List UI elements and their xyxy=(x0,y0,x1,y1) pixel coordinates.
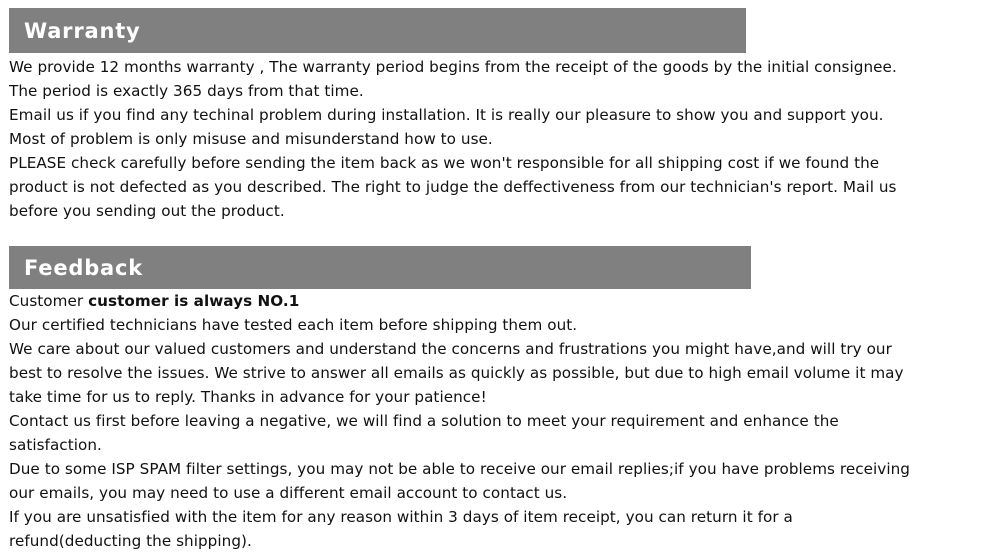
feedback-line: If you are unsatisfied with the item for any reason within 3 days of item receipt, you can return it for a xyxy=(9,508,793,526)
warranty-body xyxy=(9,55,979,223)
feedback-line: satisfaction. xyxy=(9,436,102,454)
warranty-line: Email us if you find any techinal problem during installation. It is really our pleasure to show you and support you. xyxy=(9,106,884,124)
feedback-body xyxy=(9,289,979,553)
warranty-line: PLEASE check carefully before sending the item back as we won't responsible for all shipping cost if we found the xyxy=(9,154,880,172)
warranty-section-header xyxy=(9,8,746,53)
feedback-line: We care about our valued customers and understand the concerns and frustrations you might have,and will try our xyxy=(9,340,892,358)
warranty-line: product is not defected as you described. The right to judge the deffectiveness from our technician's report. Mail us xyxy=(9,178,897,196)
feedback-first-line xyxy=(9,289,979,313)
feedback-line: take time for us to reply. Thanks in advance for your patience! xyxy=(9,388,487,406)
warranty-title: Warranty xyxy=(24,18,141,43)
feedback-section-header xyxy=(9,246,751,289)
warranty-line: The period is exactly 365 days from that time. xyxy=(9,82,364,100)
feedback-line: Our certified technicians have tested each item before shipping them out. xyxy=(9,316,578,334)
warranty-line: We provide 12 months warranty , The warranty period begins from the receipt of the goods by the initial consignee. xyxy=(9,58,897,76)
feedback-line: Contact us first before leaving a negative, we will find a solution to meet your requirement and enhance the xyxy=(9,412,839,430)
feedback-line: refund(deducting the shipping). xyxy=(9,532,252,550)
feedback-motto: customer is always NO.1 xyxy=(88,292,300,310)
warranty-line: before you sending out the product. xyxy=(9,202,285,220)
warranty-line: Most of problem is only misuse and misunderstand how to use. xyxy=(9,130,493,148)
feedback-lead-text: Customer xyxy=(9,292,89,310)
feedback-line: Due to some ISP SPAM filter settings, you may not be able to receive our email replies;if you have problems receiving xyxy=(9,460,910,478)
feedback-title: Feedback xyxy=(24,255,144,280)
feedback-line: best to resolve the issues. We strive to answer all emails as quickly as possible, but due to high email volume it may xyxy=(9,364,904,382)
feedback-line: our emails, you may need to use a different email account to contact us. xyxy=(9,484,568,502)
